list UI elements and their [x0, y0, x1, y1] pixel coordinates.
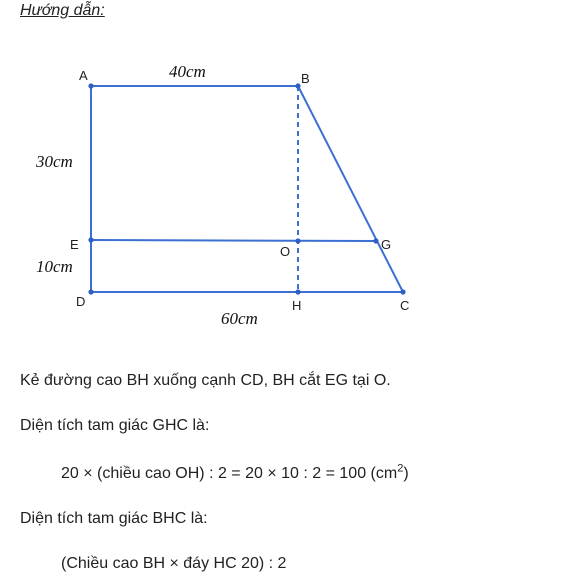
- point-h-dot: [295, 289, 300, 294]
- label-c: C: [400, 298, 410, 313]
- dim-top: 40cm: [169, 62, 206, 81]
- point-d-dot: [88, 289, 93, 294]
- formula-main: 20 × (chiều cao OH) : 2 = 20 × 10 : 2 = 100 (cm: [61, 465, 398, 482]
- point-c-dot: [400, 289, 405, 294]
- paragraph-area-bhc-formula: (Chiều cao BH × đáy HC 20) : 2: [61, 555, 287, 572]
- label-b: B: [301, 71, 310, 86]
- label-a: A: [79, 68, 88, 83]
- paragraph-area-bhc-title: Diện tích tam giác BHC là:: [20, 510, 208, 527]
- label-h: H: [292, 298, 302, 313]
- label-g: G: [381, 237, 392, 252]
- formula-sup: 2: [397, 462, 404, 475]
- point-g-dot: [373, 238, 378, 243]
- point-e-dot: [88, 237, 93, 242]
- paragraph-area-ghc-title: Diện tích tam giác GHC là:: [20, 417, 210, 434]
- dim-left-lower: 10cm: [36, 257, 73, 276]
- point-o-dot: [295, 238, 300, 243]
- label-d: D: [76, 294, 86, 309]
- guide-heading: Hướng dẫn:: [20, 2, 105, 19]
- segment-eg: [91, 240, 376, 241]
- edge-bc: [298, 86, 403, 292]
- formula-end: ): [403, 465, 409, 482]
- point-b-dot: [295, 83, 300, 88]
- dim-bottom: 60cm: [221, 309, 258, 328]
- label-e: E: [70, 237, 79, 252]
- paragraph-area-ghc-formula: [61, 464, 409, 484]
- label-o: O: [280, 244, 291, 259]
- paragraph-draw-altitude: Kẻ đường cao BH xuống cạnh CD, BH cắt EG tại O.: [20, 372, 391, 389]
- dim-left-upper: 30cm: [36, 152, 73, 171]
- point-a-dot: [88, 83, 93, 88]
